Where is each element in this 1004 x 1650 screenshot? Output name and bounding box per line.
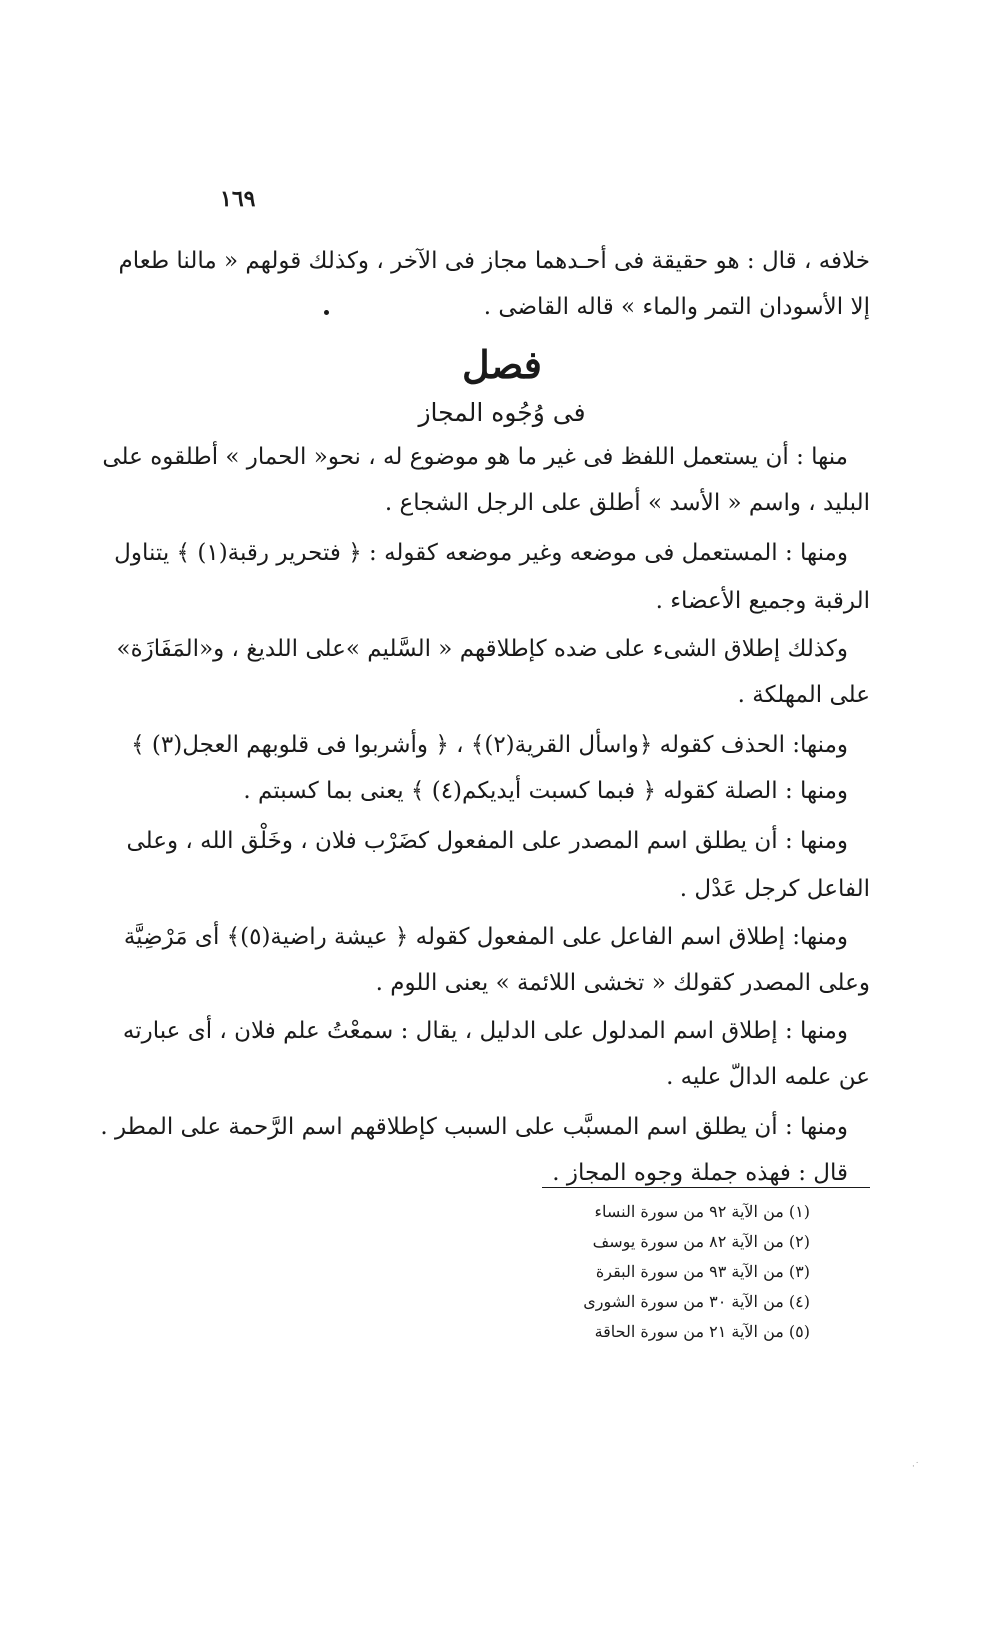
- body-line: ومنها : إطلاق اسم المدلول على الدليل ، يقال : سمعْتُ علم فلان ، أى عبارته: [122, 1018, 848, 1044]
- body-line: ومنها : أن يطلق اسم المصدر على المفعول كضَرْب فلان ، وخَلْق الله ، وعلى: [126, 828, 848, 854]
- section-heading: فصل: [462, 342, 542, 387]
- paper-speck: ·˙: [912, 1462, 920, 1472]
- footnote: (٣) من الآية ٩٣ من سورة البقرة: [595, 1262, 810, 1281]
- continuation-line-2: إلا الأسودان التمر والماء » قاله القاضى .: [483, 294, 870, 320]
- body-line: منها : أن يستعمل اللفظ فى غير ما هو موضوع له ، نحو« الحمار » أطلقوه على: [102, 444, 848, 470]
- footnote-divider: [542, 1187, 870, 1188]
- body-line: عن علمه الدالّ عليه .: [666, 1064, 870, 1090]
- body-line: الرقبة وجميع الأعضاء .: [655, 588, 870, 614]
- body-line: ومنها : أن يطلق اسم المسبَّب على السبب كإطلاقهم اسم الرَّحمة على المطر .: [100, 1114, 848, 1140]
- body-line: البليد ، واسم « الأسد » أطلق على الرجل الشجاع .: [384, 490, 870, 516]
- ink-dot: [324, 310, 329, 315]
- page-number: ١٦٩: [220, 186, 256, 212]
- body-line: وكذلك إطلاق الشىء على ضده كإطلاقهم « السَّليم »على اللديغ ، و«المَفَازَة»: [116, 636, 848, 662]
- section-subheading: فى وُجُوه المجاز: [418, 398, 586, 427]
- continuation-line-1: خلافه ، قال : هو حقيقة فى أحـدهما مجاز فى الآخر ، وكذلك قولهم « مالنا طعام: [118, 248, 870, 274]
- body-line: ومنها : المستعمل فى موضعه وغير موضعه كقوله : ﴿ فتحرير رقبة(١) ﴾ يتناول: [114, 540, 848, 566]
- body-line: ومنها : الصلة كقوله ﴿ فبما كسبت أيديكم(٤) ﴾ يعنى بما كسبتم .: [243, 778, 848, 804]
- footnote: (٢) من الآية ٨٢ من سورة يوسف: [592, 1232, 810, 1251]
- body-line: الفاعل كرجل عَدْل .: [679, 876, 870, 902]
- body-line: ومنها: إطلاق اسم الفاعل على المفعول كقوله ﴿ عيشة راضية(٥)﴾ أى مَرْضِيَّة: [123, 924, 848, 950]
- body-line: وعلى المصدر كقولك « تخشى اللائمة » يعنى اللوم .: [375, 970, 870, 996]
- body-line: على المهلكة .: [737, 682, 870, 708]
- footnote: (٥) من الآية ٢١ من سورة الحاقة: [594, 1322, 810, 1341]
- footnote: (٤) من الآية ٣٠ من سورة الشورى: [583, 1292, 810, 1311]
- body-line: ومنها: الحذف كقوله ﴿واسأل القرية(٢)﴾ ، ﴿ وأشربوا فى قلوبهم العجل(٣) ﴾: [131, 732, 848, 758]
- body-line: قال : فهذه جملة وجوه المجاز .: [552, 1160, 848, 1186]
- footnote: (١) من الآية ٩٢ من سورة النساء: [594, 1202, 810, 1221]
